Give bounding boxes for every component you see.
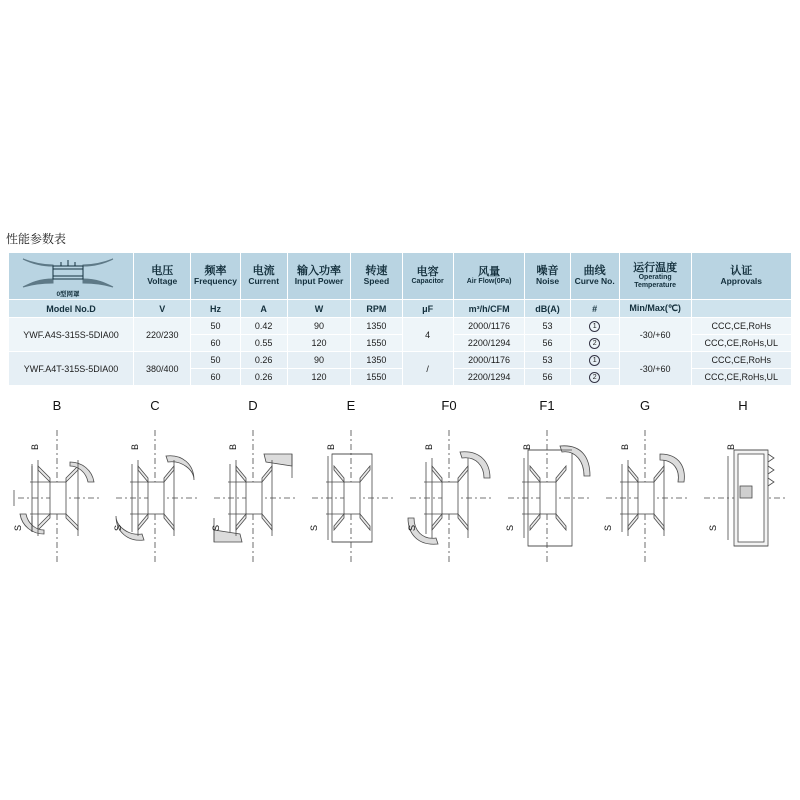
diagram-F0 <box>400 398 498 578</box>
header-cell-capacitor: 电容 Capacitor <box>402 253 453 300</box>
unit-cell-airflow: m³/h/CFM <box>453 300 525 318</box>
dimension-label-s: S <box>603 524 613 531</box>
page-title: 性能参数表 <box>6 232 67 246</box>
fan-guard-label: 0型网罩 <box>56 290 80 298</box>
diagram-title: H <box>738 398 748 413</box>
diagram-F1 <box>498 398 596 578</box>
cell-current: 0.26 <box>240 352 287 369</box>
table-header-row <box>9 253 792 300</box>
unit-cell-model: Model No.D <box>9 300 134 318</box>
unit-cell-approvals <box>691 300 792 318</box>
unit-cell-capacitor: μF <box>402 300 453 318</box>
dimension-label-b: B <box>30 443 40 450</box>
header-cell-frequency: 频率 Frequency <box>191 253 240 300</box>
unit-cell-current: A <box>240 300 287 318</box>
cell-approvals: CCC,CE,RoHs <box>691 352 792 369</box>
unit-cell-frequency: Hz <box>191 300 240 318</box>
cell-frequency: 60 <box>191 369 240 386</box>
diagram-title: B <box>52 398 62 413</box>
header-cell-model-icon <box>9 253 134 300</box>
dimension-label-b: B <box>424 443 434 450</box>
cell-capacitor: / <box>402 352 453 386</box>
cell-frequency: 60 <box>191 335 240 352</box>
cell-speed: 1350 <box>351 352 402 369</box>
cell-voltage: 220/230 <box>134 318 191 352</box>
curve-number-badge: 1 <box>589 321 600 332</box>
curve-number-badge: 1 <box>589 355 600 366</box>
diagram-E <box>302 398 400 578</box>
table-units-row <box>9 300 792 318</box>
cell-capacitor: 4 <box>402 318 453 352</box>
header-cell-airflow: 风量 Air Flow(0Pa) <box>453 253 525 300</box>
cell-power: 120 <box>287 335 351 352</box>
diagram-title: D <box>248 398 258 413</box>
header-cell-noise: 噪音 Noise <box>525 253 570 300</box>
header-cell-input-power: 输入功率 Input Power <box>287 253 351 300</box>
specification-table <box>8 252 792 386</box>
unit-cell-power: W <box>287 300 351 318</box>
cell-noise: 56 <box>525 369 570 386</box>
dimension-label-s: S <box>407 524 417 531</box>
cell-model: YWF.A4T-315S-5DIA00 <box>9 352 134 386</box>
cell-airflow: 2200/1294 <box>453 369 525 386</box>
dimension-label-s: S <box>13 524 23 531</box>
cell-approvals: CCC,CE,RoHs,UL <box>691 335 792 352</box>
diagram-B <box>8 398 106 578</box>
header-cell-voltage: 电压 Voltage <box>134 253 191 300</box>
cell-curve <box>570 369 619 386</box>
cell-frequency: 50 <box>191 352 240 369</box>
dimension-label-b: B <box>326 443 336 450</box>
cell-current: 0.26 <box>240 369 287 386</box>
cell-noise: 56 <box>525 335 570 352</box>
header-cell-operating-temperature: 运行温度 Operating Temperature <box>619 253 691 300</box>
dimension-label-s: S <box>505 524 515 531</box>
dimension-label-b: B <box>620 443 630 450</box>
header-cell-speed: 转速 Speed <box>351 253 402 300</box>
dimension-label-b: B <box>522 443 532 450</box>
cell-noise: 53 <box>525 352 570 369</box>
cell-power: 120 <box>287 369 351 386</box>
cell-speed: 1550 <box>351 369 402 386</box>
cell-curve <box>570 318 619 335</box>
cell-curve <box>570 352 619 369</box>
mounting-diagram-strip <box>8 398 792 578</box>
cell-power: 90 <box>287 318 351 335</box>
unit-cell-temperature: Min/Max(℃) <box>619 300 691 318</box>
unit-cell-noise: dB(A) <box>525 300 570 318</box>
cell-speed: 1550 <box>351 335 402 352</box>
cell-airflow: 2000/1176 <box>453 352 525 369</box>
curve-number-badge: 2 <box>589 372 600 383</box>
table-row <box>9 352 792 369</box>
cell-noise: 53 <box>525 318 570 335</box>
unit-cell-curve: # <box>570 300 619 318</box>
dimension-label-s: S <box>708 524 718 531</box>
cell-frequency: 50 <box>191 318 240 335</box>
cell-power: 90 <box>287 352 351 369</box>
dimension-label-b: B <box>726 443 736 450</box>
cell-temperature: -30/+60 <box>619 352 691 386</box>
dimension-label-s: S <box>309 524 319 531</box>
diagram-H <box>694 398 792 578</box>
cell-voltage: 380/400 <box>134 352 191 386</box>
cell-model: YWF.A4S-315S-5DIA00 <box>9 318 134 352</box>
unit-cell-speed: RPM <box>351 300 402 318</box>
diagram-G <box>596 398 694 578</box>
diagram-D <box>204 398 302 578</box>
dimension-label-s: S <box>113 524 123 531</box>
header-cell-approvals: 认证 Approvals <box>691 253 792 300</box>
curve-number-badge: 2 <box>589 338 600 349</box>
diagram-title: F0 <box>441 398 457 413</box>
diagram-title: G <box>639 398 651 413</box>
cell-temperature: -30/+60 <box>619 318 691 352</box>
table-row <box>9 318 792 335</box>
header-cell-curve: 曲线 Curve No. <box>570 253 619 300</box>
dimension-label-b: B <box>130 443 140 450</box>
diagram-title: F1 <box>539 398 555 413</box>
diagram-title: C <box>150 398 160 413</box>
fan-guard-icon <box>9 253 127 299</box>
diagram-title: E <box>346 398 356 413</box>
cell-approvals: CCC,CE,RoHs,UL <box>691 369 792 386</box>
cell-airflow: 2000/1176 <box>453 318 525 335</box>
diagram-C <box>106 398 204 578</box>
header-cell-current: 电流 Current <box>240 253 287 300</box>
unit-cell-voltage: V <box>134 300 191 318</box>
cell-current: 0.42 <box>240 318 287 335</box>
cell-current: 0.55 <box>240 335 287 352</box>
cell-airflow: 2200/1294 <box>453 335 525 352</box>
dimension-label-s: S <box>211 524 221 531</box>
dimension-label-b: B <box>228 443 238 450</box>
cell-curve <box>570 335 619 352</box>
cell-approvals: CCC,CE,RoHs <box>691 318 792 335</box>
cell-speed: 1350 <box>351 318 402 335</box>
